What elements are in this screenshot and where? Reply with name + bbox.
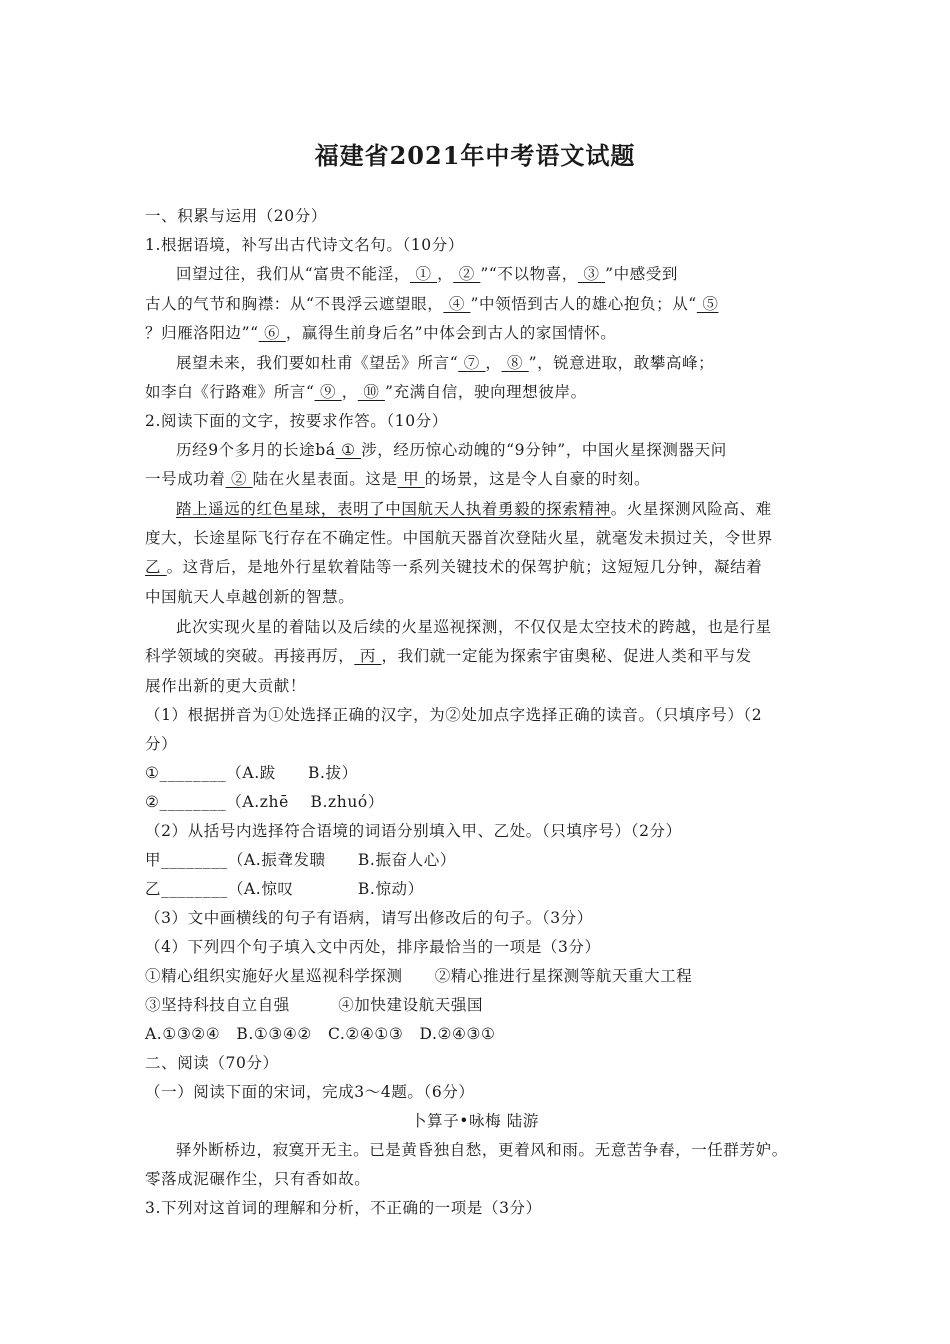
q2-sub1-option2: ②________（A.zhē B.zhuó） [145,793,384,811]
blank-8: ⑧ [501,354,529,372]
q2-line9: 展作出新的更大贡献！ [145,677,307,695]
q2-sub2: （2）从括号内选择符合语境的词语分别填入甲、乙处。（只填序号）（2分） [145,822,682,840]
q2-sub1-line1: （1）根据拼音为①处选择正确的汉字，为②处加点字选择正确的读音。（只填序号）（2 [145,706,763,724]
q1-para1-line2: 古人的气节和胸襟：从“不畏浮云遮望眼， ④ ”中领悟到古人的雄心抱负；从“ ⑤ [145,295,719,313]
q3-prompt: 3.下列对这首词的理解和分析，不正确的一项是（3分） [145,1199,542,1217]
poem-title: 卜算子•咏梅 陆游 [411,1112,539,1130]
q2-line4: 度大，长途星际飞行存在不确定性。中国航天器首次登陆火星，就毫发未损过关，令世界 [145,529,773,547]
blank-5: ⑤ [696,295,719,313]
blank-q2-2: ② [225,470,253,488]
q2-sub3: （3）文中画横线的句子有语病，请写出修改后的句子。（3分） [145,909,593,927]
underlined-sentence: 踏上遥远的红色星球，表明了中国航天人执着勇毅的探索精神 [176,500,611,518]
section1-heading: 一、积累与运用（20分） [145,207,327,225]
q2-line7: 此次实现火星的着陆以及后续的火星巡视探测，不仅仅是太空技术的跨越，也是行星 [176,618,772,636]
blank-jia: 甲 [397,470,425,488]
blank-q2-1: ① [335,441,362,459]
q2-sub2-option-jia: 甲________（A.振聋发聩 B.振奋人心） [145,851,456,869]
q2-sub1-line2: 分） [145,735,178,753]
q2-line6: 中国航天人卓越创新的智慧。 [145,588,355,606]
q1-para2-line2: 如李白《行路难》所言“ ⑨ ， ⑩ ”充满自信，驶向理想彼岸。 [145,383,587,401]
blank-7: ⑦ [458,354,486,372]
blank-9: ⑨ [314,383,342,401]
q2-line1: 历经9个多月的长途bá ① 涉，经历惊心动魄的“9分钟”，中国火星探测器天问 [176,441,727,459]
blank-3: ③ [577,265,606,283]
q2-sub2-option-yi: 乙________（A.惊叹 B.惊动） [145,880,424,898]
blank-2: ② [453,265,481,283]
q2-sub4-sentences1: ①精心组织实施好火星巡视科学探测 ②精心推进行星探测等航天重大工程 [145,967,693,985]
poem-line2: 零落成泥碾作尘，只有香如故。 [145,1170,371,1188]
q1-para1-line3: ？归雁洛阳边”“ ⑥ ，赢得生前身后名”中体会到古人的家国情怀。 [145,324,617,342]
q2-line2: 一号成功着 ② 陆在火星表面。这是 甲 的场景，这是令人自豪的时刻。 [145,470,651,488]
blank-6: ⑥ [258,324,286,342]
blank-1: ① [409,265,438,283]
q2-sub4-sentences2: ③坚持科技自立自强 ④加快建设航天强国 [145,996,484,1014]
q2-sub1-option1: ①________（A.跋 B.拔） [145,764,358,782]
q2-sub4: （4）下列四个句子填入文中丙处，排序最恰当的一项是（3分） [145,938,601,956]
q2-line8: 科学领域的突破。再接再厉， 丙 ，我们就一定能为探索宇宙奥秘、促进人类和平与发 [145,647,752,665]
q2-line5: 乙 。这背后，是地外行星软着陆等一系列关键技术的保驾护航；这短短几分钟，凝结着 [145,558,763,576]
q2-sub4-choices: A.①③②④ B.①③④② C.②④①③ D.②④③① [145,1025,496,1043]
q2-prompt: 2.阅读下面的文字，按要求作答。（10分） [145,412,448,430]
section2-heading: 二、阅读（70分） [145,1054,279,1072]
blank-bing: 丙 [354,647,382,665]
blank-4: ④ [443,295,471,313]
poem-line1: 驿外断桥边，寂寞开无主。已是黄昏独自愁，更着风和雨。无意苦争春，一任群芳妒。 [176,1141,788,1159]
q1-para1-line1: 回望过往，我们从“富贵不能淫， ① ， ② ”“不以物喜， ③ ”中感受到 [176,265,679,283]
blank-10: ⑩ [357,383,385,401]
blank-yi: 乙 [145,558,167,576]
q1-para2-line1: 展望未来，我们要如杜甫《望岳》所言“ ⑦ ， ⑧ ”，锐意进取，敢攀高峰； [176,354,715,372]
page-title: 福建省2021年中考语文试题 [314,141,636,170]
q2-line3: 踏上遥远的红色星球，表明了中国航天人执着勇毅的探索精神。火星探测风险高、难 [176,500,772,518]
reading-part1-prompt: （一）阅读下面的宋词，完成3～4题。（6分） [145,1083,475,1101]
q1-prompt: 1.根据语境，补写出古代诗文名句。（10分） [145,236,464,254]
